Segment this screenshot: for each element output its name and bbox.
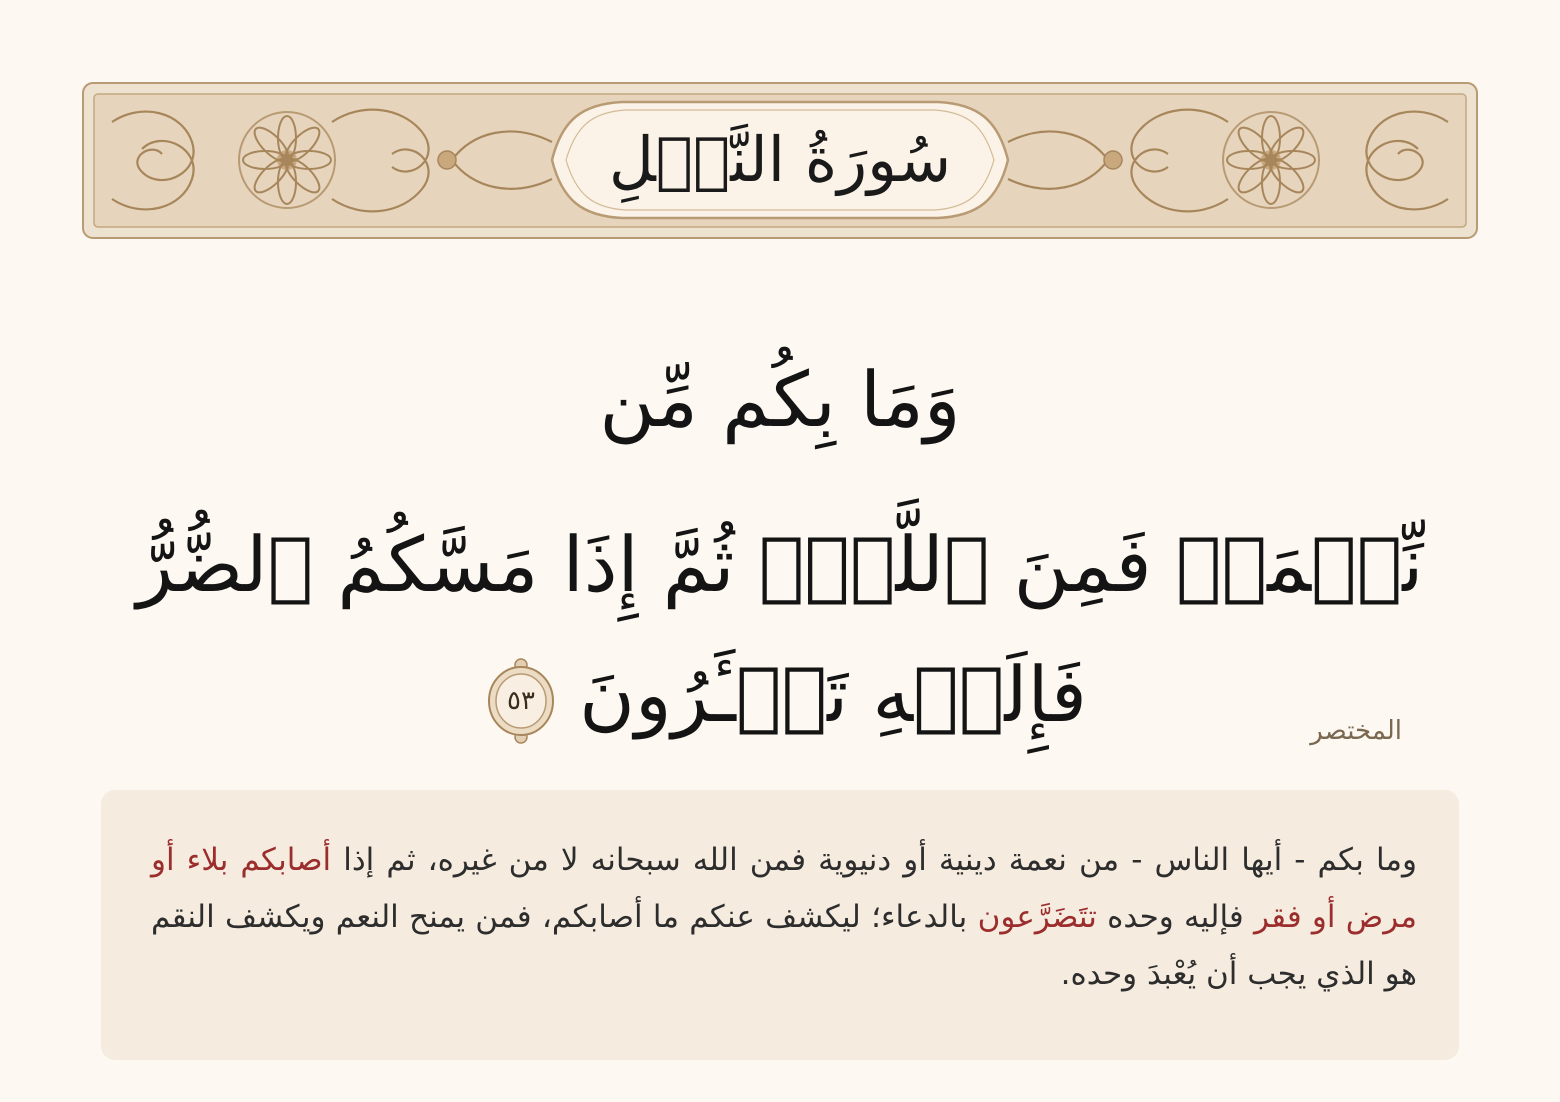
tafsir-highlight-2: تتَضَرَّعون — [977, 899, 1097, 935]
tafsir-text-part-1: وما بكم - أيها الناس - من نعمة دينية أو دنيوية فمن الله سبحانه لا من غيره، ثم إذا — [331, 842, 1417, 878]
tafsir-box — [101, 790, 1459, 1060]
tafsir-source-label: المختصر — [1310, 716, 1402, 746]
surah-title: سُورَةُ النَّحۡلِ — [608, 123, 952, 196]
verse-line-2-text: نِّعۡمَةٖ فَمِنَ ٱللَّهِۖ ثُمَّ إِذَا مَسَّكُمُ ٱلضُّرُّ فَإِلَيۡهِ تَجۡـَٔرُونَ — [136, 520, 1424, 739]
tafsir-highlight-1: أصابكم بلاء أو مرض أو فقر — [151, 842, 1417, 935]
verse-line-2 — [60, 500, 1500, 760]
surah-banner — [82, 82, 1478, 239]
ayah-number-marker — [487, 655, 555, 747]
tafsir-text-part-2: فإليه وحده — [1096, 899, 1255, 935]
ayah-number: ٥٣ — [507, 686, 535, 716]
tafsir-text-part-3: بالدعاء؛ ليكشف عنكم ما أصابكم، فمن يمنح النعم ويكشف النقم هو الذي يجب أن يُعْبدَ وحده. — [151, 899, 1417, 992]
verse-line-1: وَمَا بِكُم مِّن — [599, 355, 961, 444]
tafsir-text — [151, 832, 1417, 1003]
